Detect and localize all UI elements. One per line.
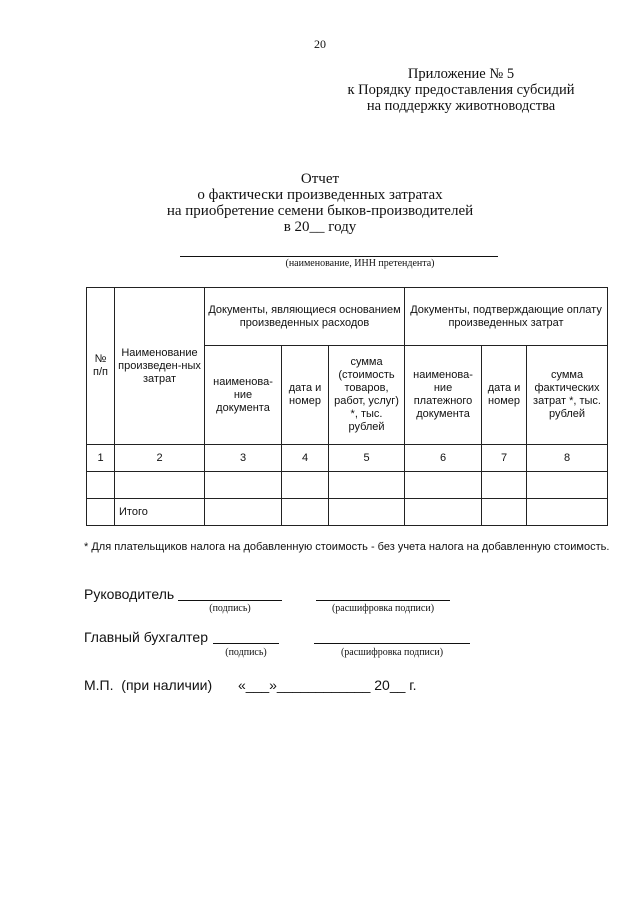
applicant-caption: (наименование, ИНН претендента) xyxy=(285,258,435,269)
col-number: 3 xyxy=(205,445,282,472)
head-sign-caption: (подпись) xyxy=(209,603,251,614)
head-decode-caption: (расшифровка подписи) xyxy=(331,603,435,614)
table-cell xyxy=(87,472,115,499)
appendix-line-3: на поддержку животноводства xyxy=(366,98,556,114)
header-payment-doc-name: наименова-ние платежного документа xyxy=(405,346,482,445)
table-cell xyxy=(405,499,482,526)
header-expense-name: Наименование произведен-ных затрат xyxy=(115,288,205,445)
date-field: «___»____________ 20__ г. xyxy=(238,677,417,693)
col-number: 7 xyxy=(482,445,527,472)
appendix-line-1: Приложение № 5 xyxy=(407,66,515,82)
head-sign-line xyxy=(178,600,282,601)
title-line-4: в 20__ году xyxy=(283,219,357,235)
table-cell xyxy=(282,472,329,499)
table-cell xyxy=(205,472,282,499)
report-title xyxy=(120,171,520,235)
header-payment-date: дата и номер xyxy=(482,346,527,445)
title-line-1: Отчет xyxy=(300,171,340,187)
table-cell xyxy=(482,499,527,526)
header-group-payment-docs: Документы, подтверждающие оплату произведенных затрат xyxy=(405,288,608,346)
table-cell xyxy=(282,499,329,526)
accountant-decode-line xyxy=(314,643,470,644)
col-number: 4 xyxy=(282,445,329,472)
title-line-3: на приобретение семени быков-производителей xyxy=(166,203,474,219)
accountant-sign-line xyxy=(213,643,279,644)
total-row xyxy=(87,499,608,526)
page-number: 20 xyxy=(314,37,326,51)
accountant-label: Главный бухгалтер xyxy=(84,629,208,645)
applicant-line xyxy=(180,256,498,257)
title-line-2: о фактически произведенных затратах xyxy=(197,187,443,203)
table-cell xyxy=(87,499,115,526)
header-payment-sum: сумма фактических затрат *, тыс. рублей xyxy=(527,346,608,445)
stamp-label: М.П. (при наличии) xyxy=(84,677,213,693)
col-number: 8 xyxy=(527,445,608,472)
table-cell xyxy=(405,472,482,499)
column-number-row xyxy=(87,445,608,472)
header-group-basis-docs: Документы, являющиеся основанием произведенных расходов xyxy=(205,288,405,346)
accountant-sign-caption: (подпись) xyxy=(225,647,267,658)
head-decode-line xyxy=(316,600,450,601)
table-cell xyxy=(527,499,608,526)
table-cell xyxy=(482,472,527,499)
col-number: 6 xyxy=(405,445,482,472)
table-cell xyxy=(329,472,405,499)
total-label: Итого xyxy=(115,499,205,526)
head-label: Руководитель xyxy=(84,586,175,602)
table-cell xyxy=(115,472,205,499)
header-doc-date: дата и номер xyxy=(282,346,329,445)
col-number: 1 xyxy=(87,445,115,472)
header-doc-name: наименова-ние документа xyxy=(205,346,282,445)
report-table xyxy=(86,287,608,526)
footnote: * Для плательщиков налога на добавленную стоимость - без учета налога на добавленную стоимость. xyxy=(84,541,610,553)
header-doc-sum: сумма (стоимость товаров, работ, услуг) *, тыс. рублей xyxy=(329,346,405,445)
appendix-header xyxy=(330,66,592,114)
appendix-line-2: к Порядку предоставления субсидий xyxy=(347,82,575,98)
col-number: 2 xyxy=(115,445,205,472)
table-cell xyxy=(329,499,405,526)
accountant-decode-caption: (расшифровка подписи) xyxy=(340,647,444,658)
table-cell xyxy=(205,499,282,526)
header-num: № п/п xyxy=(87,288,115,445)
table-cell xyxy=(527,472,608,499)
empty-data-row xyxy=(87,472,608,499)
col-number: 5 xyxy=(329,445,405,472)
